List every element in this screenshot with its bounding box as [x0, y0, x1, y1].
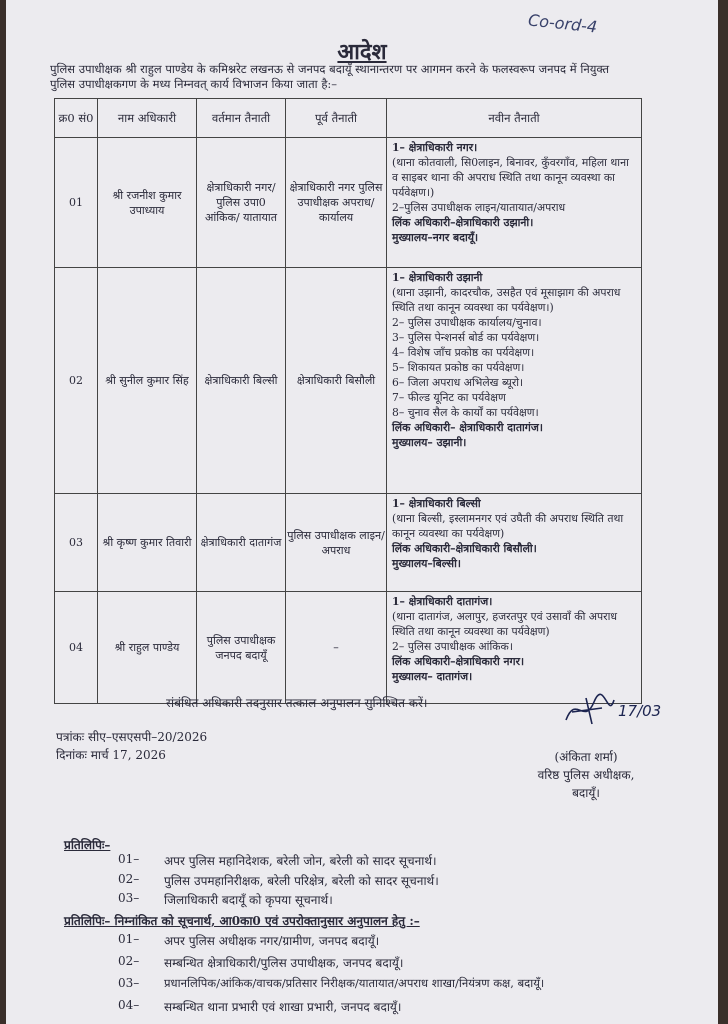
posting-line: (थाना उझानी, कादरचौक, उसहैत एवं मूसाझाग की अपराध स्थिति तथा कानून व्यवस्था का पर्यवेक्षण।) — [392, 286, 621, 314]
table-row — [55, 592, 642, 704]
letter-date: दिनांकः मार्च 17, 2026 — [56, 748, 166, 762]
posting-line: 1– क्षेत्राधिकारी उझानी — [392, 271, 483, 284]
header-sno: क्र0 सं0 — [55, 99, 98, 138]
cell-sno: 04 — [55, 592, 98, 704]
cell-current: क्षेत्राधिकारी नगर/ पुलिस उपा0 आंकिक/ यातायात — [197, 138, 286, 268]
posting-line: 7– फील्ड यूनिट का पर्यवेक्षण — [392, 391, 506, 404]
posting-line: मुख्यालय–नगर बदायूँ। — [392, 231, 479, 244]
cell-name: श्री रजनीश कुमार उपाध्याय — [98, 138, 197, 268]
header-current: वर्तमान तैनाती — [197, 99, 286, 138]
copy2-no-4: 04– — [118, 998, 140, 1012]
header-name: नाम अधिकारी — [98, 99, 197, 138]
copy2-no-1: 01– — [118, 932, 140, 946]
cell-new-posting — [387, 494, 642, 592]
assignment-table — [54, 98, 642, 704]
posting-line: 1– क्षेत्राधिकारी नगर। — [392, 141, 478, 154]
copy2-text-1: अपर पुलिस अधीक्षक नगर/ग्रामीण, जनपद बदायूँ। — [164, 934, 380, 948]
copy1-no-2: 02– — [118, 872, 140, 886]
cell-name: श्री राहुल पाण्डेय — [98, 592, 197, 704]
posting-line: 3– पुलिस पेन्शनर्स बोर्ड का पर्यवेक्षण। — [392, 331, 540, 344]
posting-line: लिंक अधिकारी–क्षेत्राधिकारी बिसौली। — [392, 542, 537, 555]
posting-line: 4– विशेष जाँच प्रकोष्ठ का पर्यवेक्षण। — [392, 346, 535, 359]
cell-new-posting — [387, 268, 642, 494]
copy2-text-4: सम्बन्धित थाना प्रभारी एवं शाखा प्रभारी, जनपद बदायूँ। — [164, 1000, 402, 1014]
table-row — [55, 494, 642, 592]
letter-info — [56, 728, 207, 764]
cell-new-posting — [387, 138, 642, 268]
posting-line: मुख्यालय– उझानी। — [392, 436, 467, 449]
cell-current: क्षेत्राधिकारी दातागंज — [197, 494, 286, 592]
posting-line: 8– चुनाव सैल के कार्यों का पर्यवेक्षण। — [392, 406, 539, 419]
cell-new-posting — [387, 592, 642, 704]
copy1-text-1: अपर पुलिस महानिदेशक, बरेली जोन, बरेली को सादर सूचनार्थ। — [164, 854, 437, 868]
posting-line: (थाना दातागंज, अलापुर, हजरतपुर एवं उसावाँ की अपराध स्थिति तथा कानून व्यवस्था का पर्यवेक्षण) — [392, 610, 618, 638]
posting-line: मुख्यालय–बिल्सी। — [392, 557, 461, 570]
officer-name: (अंकिता शर्मा) — [554, 750, 618, 764]
officer-title: वरिष्ठ पुलिस अधीक्षक, — [537, 768, 635, 782]
table-row — [55, 138, 642, 268]
copy1-no-3: 03– — [118, 891, 140, 905]
posting-line: 1– क्षेत्राधिकारी दातागंज। — [392, 595, 493, 608]
cell-name: श्री सुनील कुमार सिंह — [98, 268, 197, 494]
order-intro: पुलिस उपाधीक्षक श्री राहुल पाण्डेय के कमिश्नरेट लखनऊ से जनपद बदायूँ स्थानान्तरण पर आगमन करने के फलस्वरूप जनपद में नियुक्त पुलिस उपाधीक्षकगण के मध्य निम्नवत् कार्य विभाजन किया जाता है:– — [50, 62, 610, 91]
signature-date: 17/03 — [618, 702, 662, 720]
posting-line: (थाना बिल्सी, इस्लामनगर एवं उघैती की अपराध स्थिति तथा कानून व्यवस्था का पर्यवेक्षण) — [392, 512, 624, 540]
copy1-text-3: जिलाधिकारी बदायूँ को कृपया सूचनार्थ। — [164, 893, 333, 907]
cell-previous: पुलिस उपाधीक्षक लाइन/अपराध — [286, 494, 387, 592]
cell-sno: 02 — [55, 268, 98, 494]
posting-line: मुख्यालय– दातागंज। — [392, 670, 473, 683]
posting-line: 5– शिकायत प्रकोष्ठ का पर्यवेक्षण। — [392, 361, 525, 374]
letter-number: पत्रांकः सीए–एसएसपी–20/2026 — [56, 730, 208, 744]
copy2-text-3: प्रधानलिपिक/आंकिक/वाचक/प्रतिसार निरीक्षक/यातायात/अपराध शाखा/नियंत्रण कक्ष, बदायूँ। — [164, 976, 545, 990]
order-title: आदेश — [337, 39, 387, 65]
header-new: नवीन तैनाती — [387, 99, 642, 138]
cell-previous: – — [286, 592, 387, 704]
copy-heading-2: प्रतिलिपिः– निम्नांकित को सूचनार्थ, आ0का0 एवं उपरोक्तानुसार अनुपालन हेतु :– — [64, 914, 420, 928]
cell-current: क्षेत्राधिकारी बिल्सी — [197, 268, 286, 494]
copy2-no-3: 03– — [118, 976, 140, 990]
posting-line: लिंक अधिकारी–क्षेत्राधिकारी उझानी। — [392, 216, 534, 229]
signature — [562, 690, 662, 730]
cell-current: पुलिस उपाधीक्षक जनपद बदायूँ — [197, 592, 286, 704]
header-previous: पूर्व तैनाती — [286, 99, 387, 138]
cell-previous: क्षेत्राधिकारी बिसौली — [286, 268, 387, 494]
posting-line: 2–पुलिस उपाधीक्षक लाइन/यातायात/अपराध — [392, 201, 566, 214]
cell-name: श्री कृष्ण कुमार तिवारी — [98, 494, 197, 592]
order-document — [6, 0, 718, 1024]
signing-officer — [516, 748, 656, 802]
posting-line: (थाना कोतवाली, सि0लाइन, बिनावर, कुँवरगाँव, महिला थाना व साइबर थाना की अपराध स्थिति तथा कानून व्यवस्था का पर्यवेक्षण।) — [392, 156, 629, 199]
cell-sno: 01 — [55, 138, 98, 268]
posting-line: लिंक अधिकारी–क्षेत्राधिकारी नगर। — [392, 655, 525, 668]
copy1-text-2: पुलिस उपमहानिरीक्षक, बरेली परिक्षेत्र, बरेली को सादर सूचनार्थ। — [164, 874, 439, 888]
posting-line: 2– पुलिस उपाधीक्षक कार्यालय/चुनाव। — [392, 316, 542, 329]
posting-line: लिंक अधिकारी– क्षेत्राधिकारी दातागंज। — [392, 421, 543, 434]
copy2-no-2: 02– — [118, 954, 140, 968]
table-row — [55, 268, 642, 494]
copy2-text-2: सम्बन्धित क्षेत्राधिकारी/पुलिस उपाधीक्षक, जनपद बदायूँ। — [164, 956, 404, 970]
compliance-note: संबंधित अधिकारी तदनुसार तत्काल अनुपालन सुनिश्चित करें। — [166, 696, 428, 710]
posting-line: 2– पुलिस उपाधीक्षक आंकिक। — [392, 640, 513, 653]
handwritten-note: Co-ord-4 — [527, 10, 599, 37]
copy1-no-1: 01– — [118, 852, 140, 866]
cell-previous: क्षेत्राधिकारी नगर पुलिस उपाधीक्षक अपराध/कार्यालय — [286, 138, 387, 268]
table-header-row — [55, 99, 642, 138]
copy-heading-1: प्रतिलिपिः– — [64, 838, 111, 852]
posting-line: 1– क्षेत्राधिकारी बिल्सी — [392, 497, 481, 510]
officer-place: बदायूँ। — [572, 786, 600, 800]
posting-line: 6– जिला अपराध अभिलेख ब्यूरो। — [392, 376, 524, 389]
cell-sno: 03 — [55, 494, 98, 592]
